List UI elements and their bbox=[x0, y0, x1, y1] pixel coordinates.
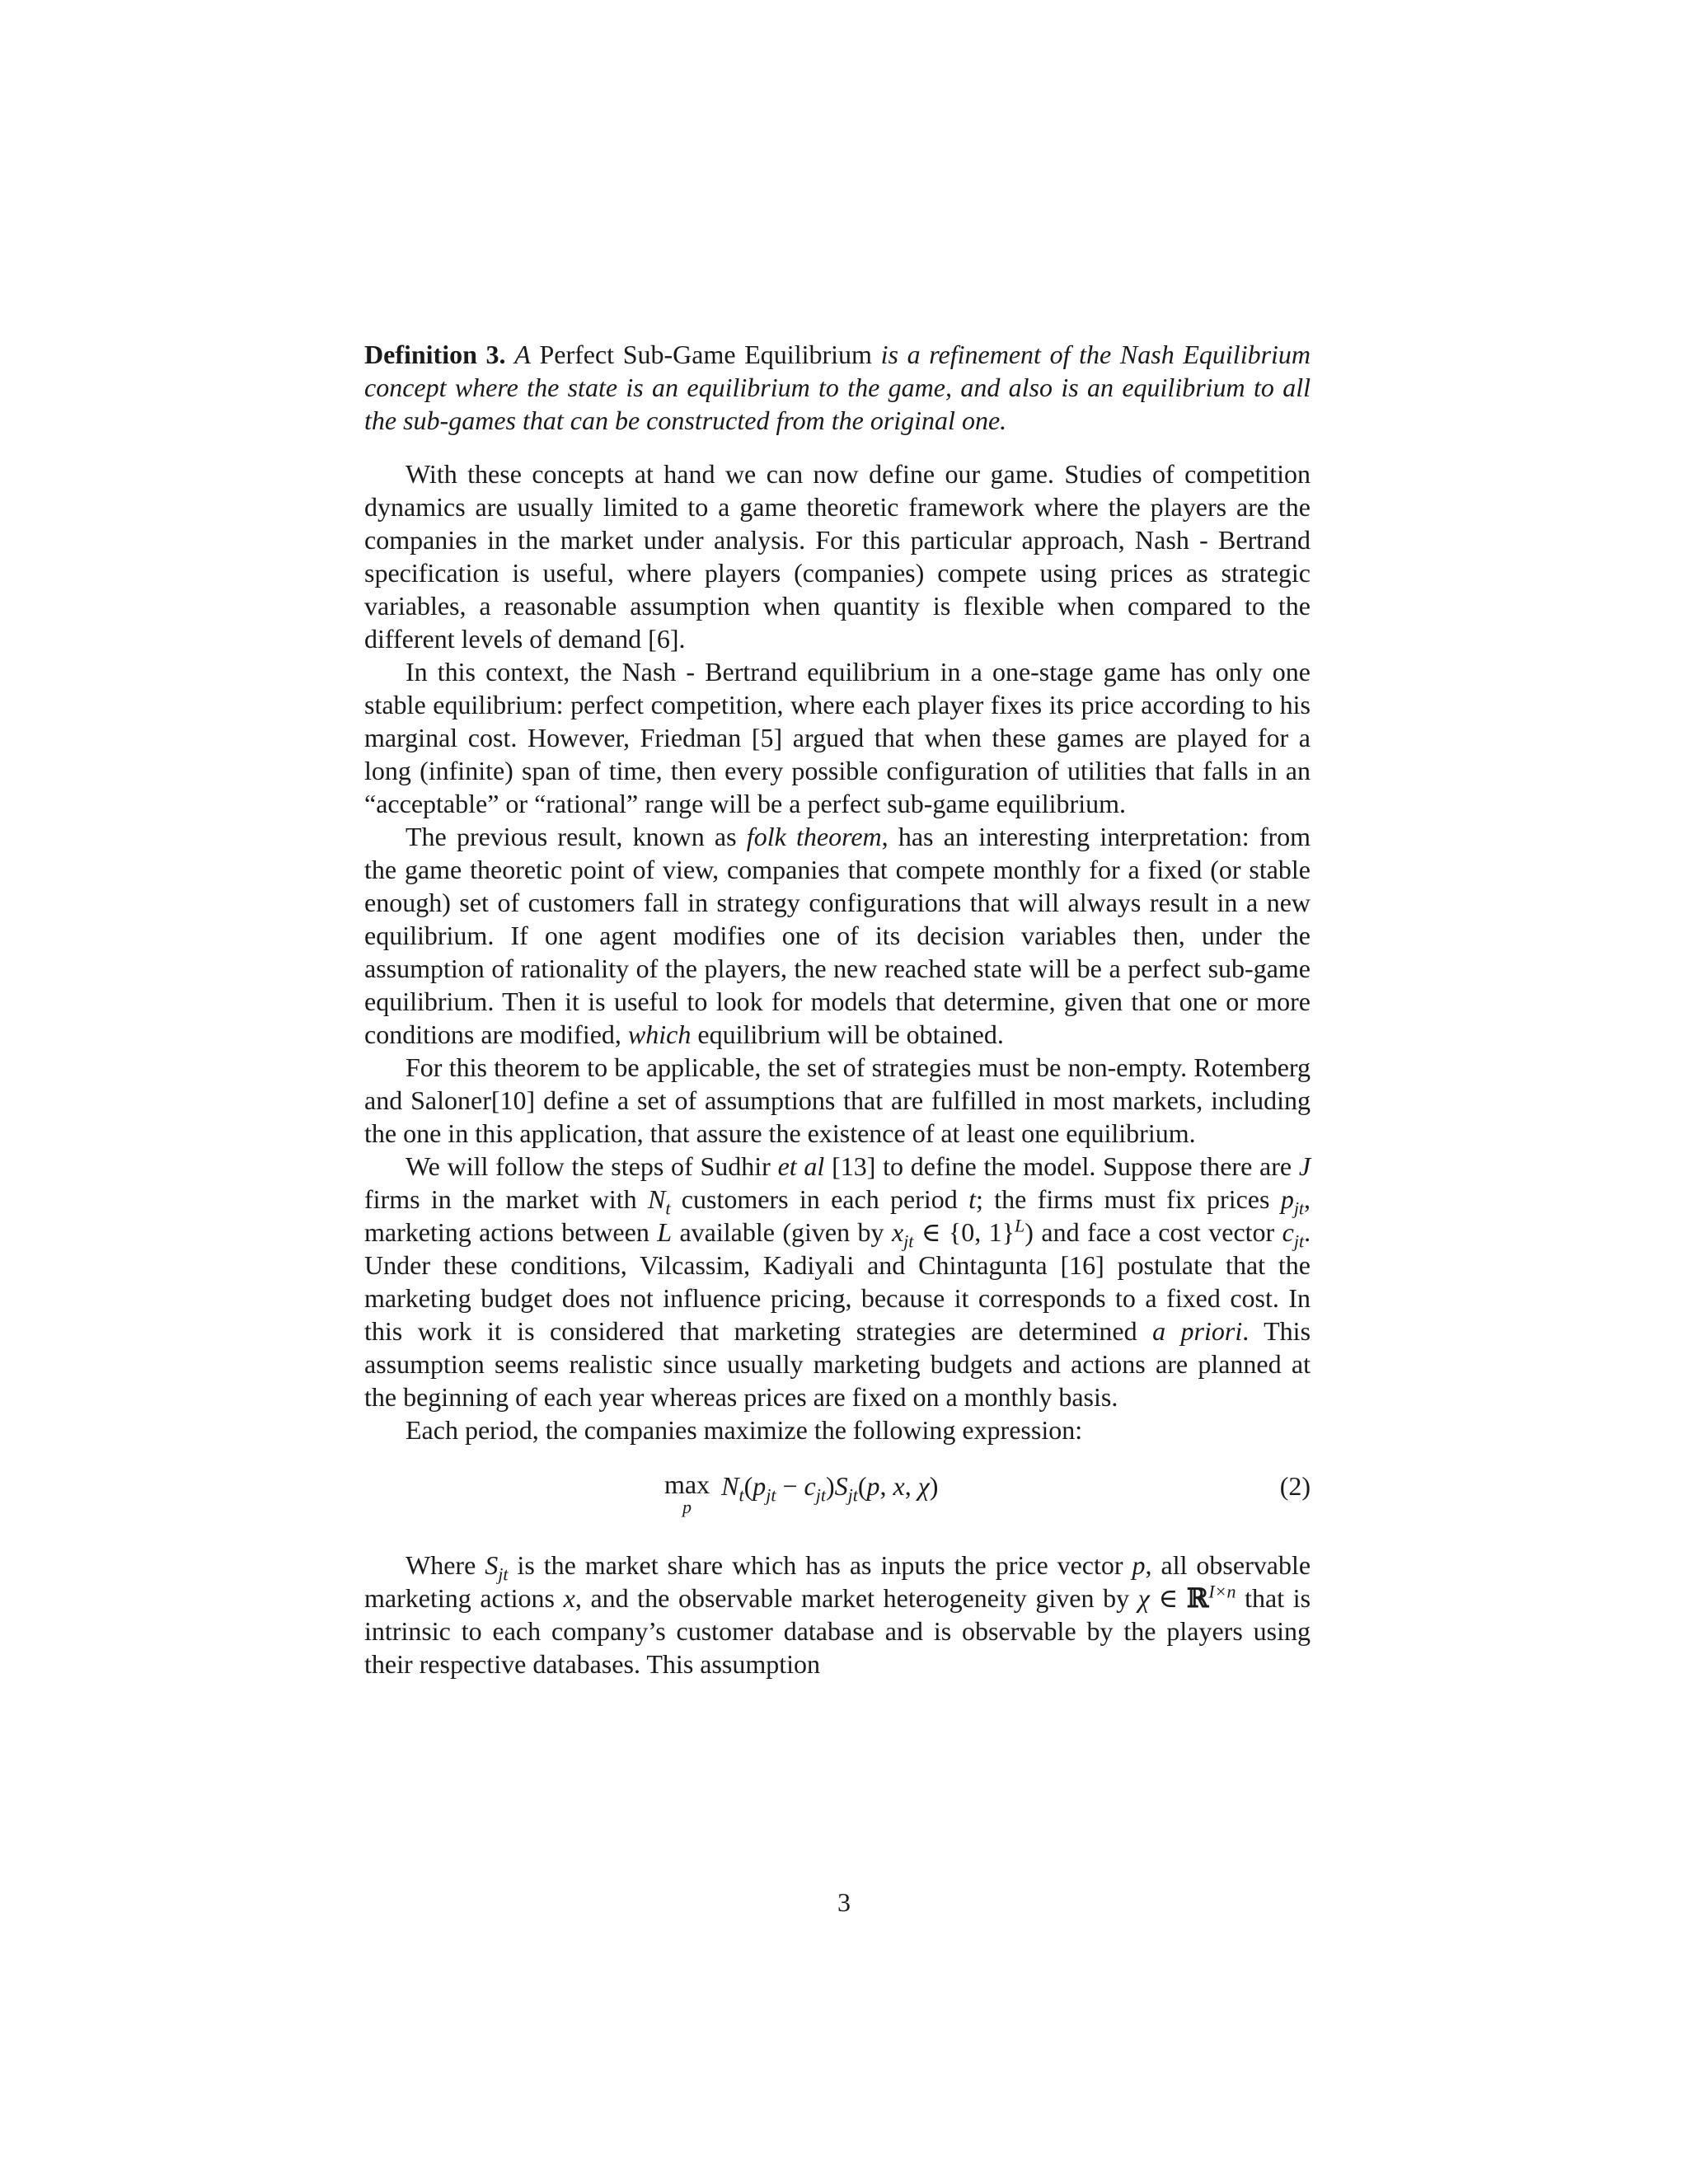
definition-3 bbox=[364, 338, 1311, 437]
equation-body: max p $N_t(p_{jt} - c_{jt})S_{jt}(p$, x, χ) bbox=[664, 1469, 939, 1517]
page-number: 3 bbox=[837, 1887, 851, 1917]
paragraph-2: In this context, the Nash - Bertrand equilibrium in a one-stage game has only one stable equilibrium: perfect competition, where each player fixes its price according to his marginal cost. However, Friedman [5] argued that when these games are played for a long (infinite) span of time, then every possible configuration of utilities that falls in an “acceptable” or “rational” range will be a perfect sub-game equilibrium. bbox=[364, 657, 1311, 818]
emphasis-et-al: et al bbox=[777, 1151, 825, 1181]
equation-2 bbox=[364, 1463, 1311, 1530]
definition-label: Definition 3. bbox=[364, 340, 506, 369]
emphasis-folk-theorem: folk theorem bbox=[746, 822, 882, 851]
emphasis-which: which bbox=[627, 1019, 692, 1049]
paragraph-4: For this theorem to be applicable, the set of strategies must be non-empty. Rotemberg and Saloner[10] define a set of assumptions that are fulfilled in most markets, including the one in this application, that assure the existence of at least one equilibrium. bbox=[364, 1052, 1311, 1148]
emphasis-a-priori: a priori bbox=[1152, 1316, 1243, 1346]
definition-article: A bbox=[514, 340, 531, 369]
definition-term: Perfect Sub-Game Equilibrium bbox=[539, 340, 872, 369]
equation-number: (2) bbox=[1279, 1471, 1311, 1501]
paragraph-7: Where $S_{jt}$ is the market share which has as inputs the price vector p, all observable marketing actions x, and the observable market heterogeneity given by χ ∈ ℝ$^{I\times n}$ that is intrinsic to each company’s customer database and is observable by the players using their respective databases. This assumption bbox=[364, 1550, 1311, 1679]
paragraph-5: We will follow the steps of Sudhir et al [13] to define the model. Suppose there are J firms in the market with $N_t$ customers in each period t; the firms must fix prices $p_{jt}$, marketing actions between L available (given by $x_{jt}$ ∈ {0, 1}$^L$) and face a cost vector $c_{jt}$. Under these conditions, Vilcassim, Kadiyali and Chintagunta [16] postulate that the marketing budget does not influence pricing, because it corresponds to a fixed cost. In this work it is considered that marketing strategies are determined a priori. This assumption seems realistic since usually marketing budgets and actions are planned at the beginning of each year whereas prices are fixed on a monthly basis. bbox=[364, 1151, 1311, 1412]
body-text bbox=[364, 338, 1311, 1680]
paragraph-6: Each period, the companies maximize the following expression: bbox=[406, 1415, 1083, 1445]
paragraph-3: The previous result, known as folk theorem, has an interesting interpretation: from the game theoretic point of view, companies that compete monthly for a fixed (or stable enough) set of customers fall in strategy configurations that will always result in a new equilibrium. If one agent modifies one of its decision variables then, under the assumption of rationality of the players, the new reached state will be a perfect sub-game equilibrium. Then it is useful to look for models that determine, given that one or more conditions are modified, which equilibrium will be obtained. bbox=[364, 822, 1311, 1049]
definition-body: is a refinement of the Nash Equilibrium concept where the state is an equilibrium to the game, and also is an equilibrium to all the sub-games that can be constructed from the original one. bbox=[364, 340, 1311, 435]
max-operator: max p bbox=[664, 1469, 710, 1517]
paragraph-1: With these concepts at hand we can now define our game. Studies of competition dynamics are usually limited to a game theoretic framework where the players are the companies in the market under analysis. For this particular approach, Nash - Bertrand specification is useful, where players (companies) compete using prices as strategic variables, a reasonable assumption when quantity is flexible when compared to the different levels of demand [6]. bbox=[364, 459, 1311, 654]
